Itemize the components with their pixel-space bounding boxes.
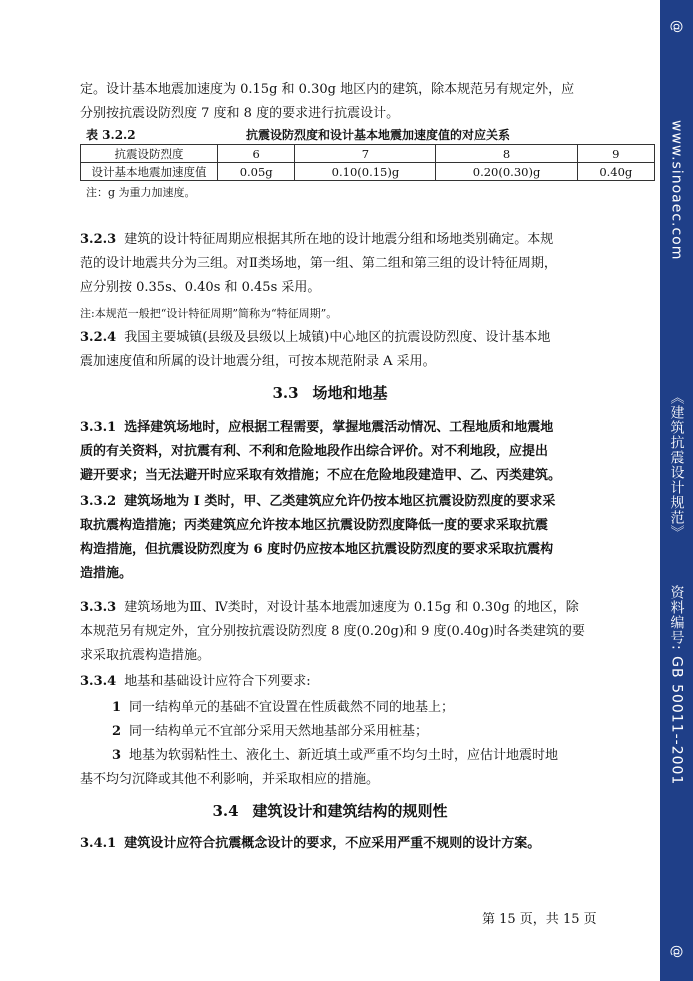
document-title: 《建筑抗震设计规范》 (668, 390, 685, 540)
table-title: 抗震设防烈度和设计基本地震加速度值的对应关系 (246, 128, 511, 142)
intro-line: 分别按抗震设防烈度 7 度和 8 度的要求进行抗震设计。 (80, 106, 400, 121)
table-cell: 6 (218, 145, 295, 163)
clause-text: 地基和基础设计应符合下列要求: (124, 674, 311, 689)
table-cell: 设计基本地震加速度值 (81, 163, 218, 181)
clause-line: 取抗震构造措施；丙类建筑应允许按本地区抗震设防烈度降低一度的要求采取抗震 (80, 518, 549, 533)
clause-3-3-4 (80, 672, 660, 692)
table-row (81, 163, 655, 181)
clause-3-4-1 (80, 834, 660, 854)
clause-3-3-2 (80, 492, 660, 512)
section-number: 3.4 (212, 802, 239, 820)
section-title: 建筑设计和建筑结构的规则性 (252, 802, 448, 820)
table-cell: 0.05g (218, 163, 295, 181)
clause-number: 3.3.4 (80, 674, 117, 689)
page-number: 第 15 页，共 15 页 (482, 912, 597, 927)
clause-line: 震加速度值和所属的设计地震分组，可按本规范附录 A 采用。 (80, 354, 436, 369)
watermark-sidebar (660, 0, 693, 981)
clause-note: 注:本规范一般把“设计特征周期”简称为“特征周期”。 (80, 307, 338, 320)
item-number: 1 (112, 700, 122, 715)
clause-text: 建筑设计应符合抗震概念设计的要求，不应采用严重不规则的设计方案。 (124, 836, 541, 851)
clause-number: 3.2.3 (80, 232, 117, 247)
table-cell: 0.10(0.15)g (295, 163, 436, 181)
table-number: 表 3.2.2 (86, 128, 136, 142)
clause-line: 应分别按 0.35s、0.40s 和 0.45s 采用。 (80, 280, 321, 295)
table-row (81, 145, 655, 163)
clause-number: 3.3.3 (80, 600, 117, 615)
clause-text: 我国主要城镇(县级及县级以上城镇)中心地区的抗震设防烈度、设计基本地 (124, 330, 551, 345)
clause-line: 范的设计地震共分为三组。对Ⅱ类场地，第一组、第二组和第三组的设计特征周期， (80, 256, 557, 271)
intensity-table (80, 144, 655, 181)
section-heading-3-3 (0, 382, 660, 403)
table-cell: 8 (436, 145, 577, 163)
list-item (112, 746, 660, 766)
item-text: 同一结构单元的基础不宜设置在性质截然不同的地基上； (129, 700, 455, 715)
table-cell: 7 (295, 145, 436, 163)
clause-text: 建筑场地为 I 类时，甲、乙类建筑应允许仍按本地区抗震设防烈度的要求采 (124, 494, 556, 509)
list-item (112, 698, 660, 718)
clause-number: 3.3.1 (80, 420, 117, 435)
clause-number: 3.3.2 (80, 494, 117, 509)
at-sign-icon: @ (669, 945, 684, 959)
at-sign-icon: @ (669, 20, 684, 34)
clause-line: 避开要求；当无法避开时应采取有效措施；不应在危险地段建造甲、乙、丙类建筑。 (80, 468, 562, 483)
item-text: 同一结构单元不宜部分采用天然地基部分采用桩基； (129, 724, 429, 739)
section-heading-3-4 (0, 800, 660, 821)
table-cell: 0.20(0.30)g (436, 163, 577, 181)
item-text: 地基为软弱粘性土、液化土、新近填土或严重不均匀土时，应估计地震时地 (129, 748, 559, 763)
table-cell: 抗震设防烈度 (81, 145, 218, 163)
clause-line: 求采取抗震构造措施。 (80, 648, 211, 663)
intro-line: 定。设计基本地震加速度为 0.15g 和 0.30g 地区内的建筑，除本规范另有规定外，应 (80, 82, 575, 97)
clause-line: 造措施。 (80, 566, 133, 581)
list-item-continuation: 基不均匀沉降或其他不利影响，并采取相应的措施。 (80, 772, 380, 787)
document-code: 资料编号: GB 50011--2001 (668, 585, 685, 786)
item-number: 2 (112, 724, 122, 739)
list-item (112, 722, 660, 742)
section-title: 场地和地基 (312, 384, 388, 402)
clause-line: 本规范另有规定外，宜分别按抗震设防烈度 8 度(0.20g)和 9 度(0.40g)时各类建筑的要 (80, 624, 585, 639)
clause-line: 质的有关资料，对抗震有利、不利和危险地段作出综合评价。对不利地段，应提出 (80, 444, 549, 459)
clause-3-3-3 (80, 598, 660, 618)
table-cell: 0.40g (577, 163, 654, 181)
website-url: www.sinoaec.com (668, 120, 685, 261)
clause-number: 3.2.4 (80, 330, 117, 345)
clause-text: 建筑的设计特征周期应根据其所在地的设计地震分组和场地类别确定。本规 (124, 232, 554, 247)
clause-number: 3.4.1 (80, 836, 117, 851)
table-note: 注：g 为重力加速度。 (86, 186, 196, 199)
clause-text: 建筑场地为Ⅲ、Ⅳ类时，对设计基本地震加速度为 0.15g 和 0.30g 的地区，除 (124, 600, 579, 615)
table-cell: 9 (577, 145, 654, 163)
clause-3-2-4 (80, 328, 660, 348)
clause-text: 选择建筑场地时，应根据工程需要，掌握地震活动情况、工程地质和地震地 (124, 420, 554, 435)
section-number: 3.3 (272, 384, 299, 402)
item-number: 3 (112, 748, 122, 763)
clause-line: 构造措施，但抗震设防烈度为 6 度时仍应按本地区抗震设防烈度的要求采取抗震构 (80, 542, 554, 557)
clause-3-3-1 (80, 418, 660, 438)
clause-3-2-3 (80, 230, 660, 250)
